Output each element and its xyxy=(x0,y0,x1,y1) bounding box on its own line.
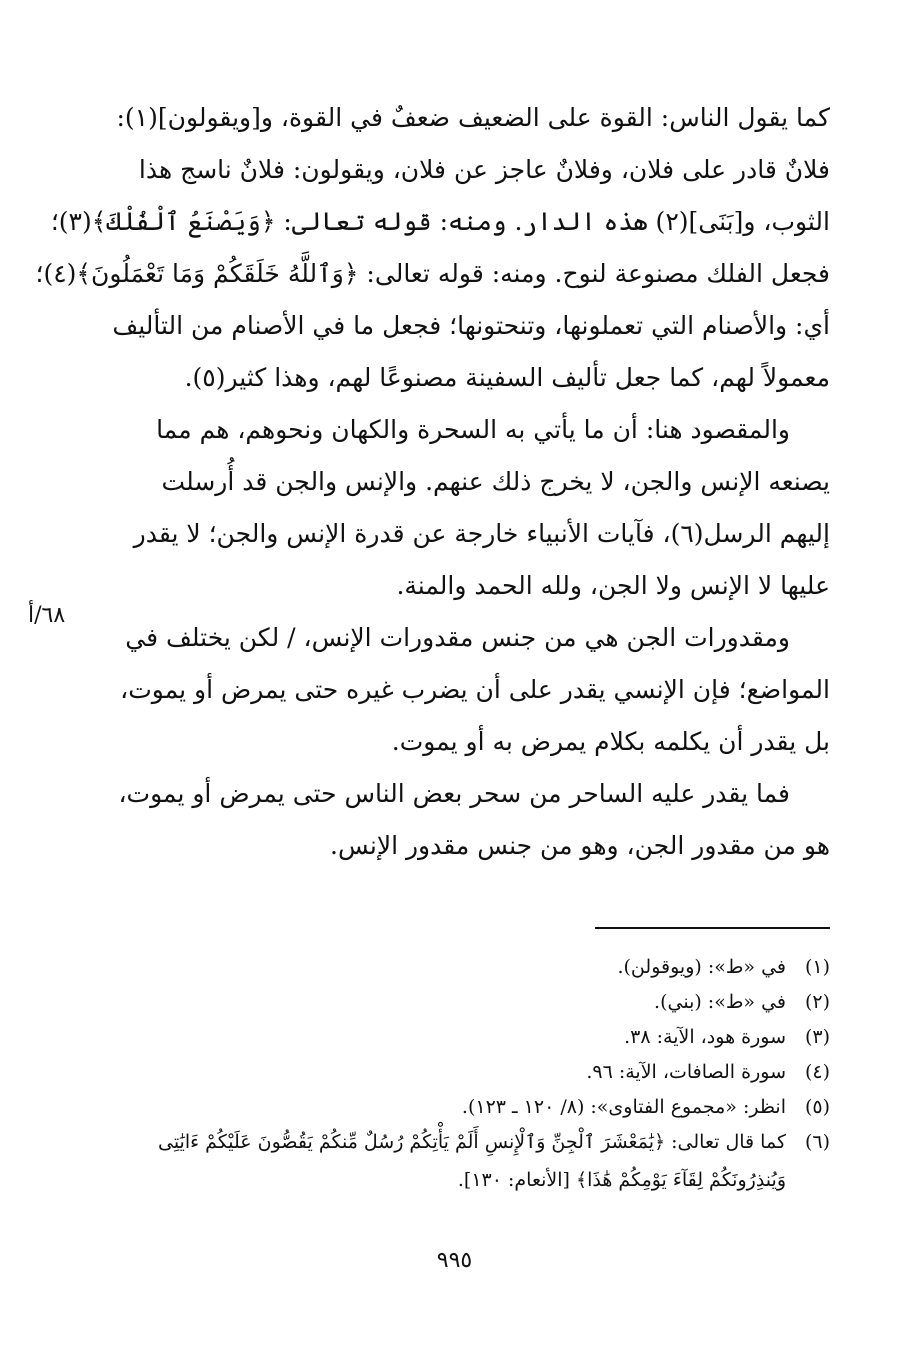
text-line: والمقصود هنا: أن ما يأتي به السحرة والكهان ونحوهم، هم مما xyxy=(156,415,790,444)
footnote xyxy=(110,1090,830,1125)
footnote xyxy=(110,950,830,985)
footnote-text: سورة الصافات، الآية: ٩٦. xyxy=(586,1061,786,1083)
text-line: ومقدورات الجن هي من جنس مقدورات الإنس، / لكن يختلف في xyxy=(125,623,790,652)
page-number: ٩٩٥ xyxy=(436,1248,473,1273)
text-line: فلانٌ قادر على فلان، وفلانٌ عاجز عن فلان، ويقولون: فلانٌ ناسج هذا xyxy=(138,155,830,184)
footnote-number: (١) xyxy=(804,956,830,978)
text-line: المواضع؛ فإن الإنسي يقدر على أن يضرب غيره حتى يمرض أو يموت، xyxy=(120,675,830,704)
footnote-continuation: وَيُنذِرُونَكُمْ لِقَآءَ يَوْمِكُمْ هَٰذَا﴾ [الأنعام: ١٣٠]. xyxy=(457,1169,786,1191)
footnote-number: (٤) xyxy=(804,1061,830,1083)
text-line: عليها لا الإنس ولا الجن، ولله الحمد والمنة. xyxy=(396,571,830,600)
footnote-separator xyxy=(595,927,830,929)
footnote-text: سورة هود، الآية: ٣٨. xyxy=(624,1026,786,1048)
footnote xyxy=(110,1125,830,1160)
text-line: فجعل الفلك مصنوعة لنوح. ومنه: قوله تعالى: ﴿وَٱللَّهُ خَلَقَكُمْ وَمَا تَعْمَلُونَ﴾(٤)؛ xyxy=(35,259,830,288)
footnote-number: (٢) xyxy=(804,991,830,1013)
text-line: الثوب، و[بَنَى](٢) هذه الدار. ومنه: قوله تعالى: ﴿وَيَصْنَعُ ٱلْفُلْكَ﴾(٣)؛ xyxy=(50,207,830,236)
text-line: هو من مقدور الجن، وهو من جنس مقدور الإنس. xyxy=(330,831,830,860)
footnote-text: في «ط»: (بني). xyxy=(654,991,786,1013)
manuscript-folio-reference: ٦٨/أ xyxy=(28,603,66,628)
footnote xyxy=(110,1055,830,1090)
text-line: إليهم الرسل(٦)، فآيات الأنبياء خارجة عن قدرة الإنس والجن؛ لا يقدر xyxy=(133,519,830,548)
footnotes xyxy=(110,950,830,1200)
text-line: يصنعه الإنس والجن، لا يخرج ذلك عنهم. والإنس والجن قد أُرسلت xyxy=(161,467,830,496)
text-line: بل يقدر أن يكلمه بكلام يمرض به أو يموت. xyxy=(391,727,830,756)
footnote xyxy=(110,1020,830,1055)
footnote-text: كما قال تعالى: ﴿يَٰمَعْشَرَ ٱلْجِنِّ وَٱلْإِنسِ أَلَمْ يَأْتِكُمْ رُسُلٌ مِّنكُمْ يَقُصُّونَ عَلَيْكُمْ ءَايَٰتِى xyxy=(157,1131,786,1153)
text-line: فما يقدر عليه الساحر من سحر بعض الناس حتى يمرض أو يموت، xyxy=(118,779,790,808)
footnote xyxy=(110,985,830,1020)
text-line: معمولاً لهم، كما جعل تأليف السفينة مصنوعًا لهم، وهذا كثير(٥). xyxy=(184,363,830,392)
footnote-number: (٦) xyxy=(804,1131,830,1153)
footnote-number: (٣) xyxy=(804,1026,830,1048)
text-line: كما يقول الناس: القوة على الضعيف ضعفٌ في القوة، و[ويقولون](١): xyxy=(116,103,830,132)
text-line: أي: والأصنام التي تعملونها، وتنحتونها؛ فجعل ما في الأصنام من التأليف xyxy=(112,311,830,340)
footnote-number: (٥) xyxy=(804,1096,830,1118)
footnote-text: انظر: «مجموع الفتاوى»: (٨/ ١٢٠ ـ ١٢٣). xyxy=(461,1096,786,1118)
footnote-text: في «ط»: (ويوقولن). xyxy=(617,956,786,978)
